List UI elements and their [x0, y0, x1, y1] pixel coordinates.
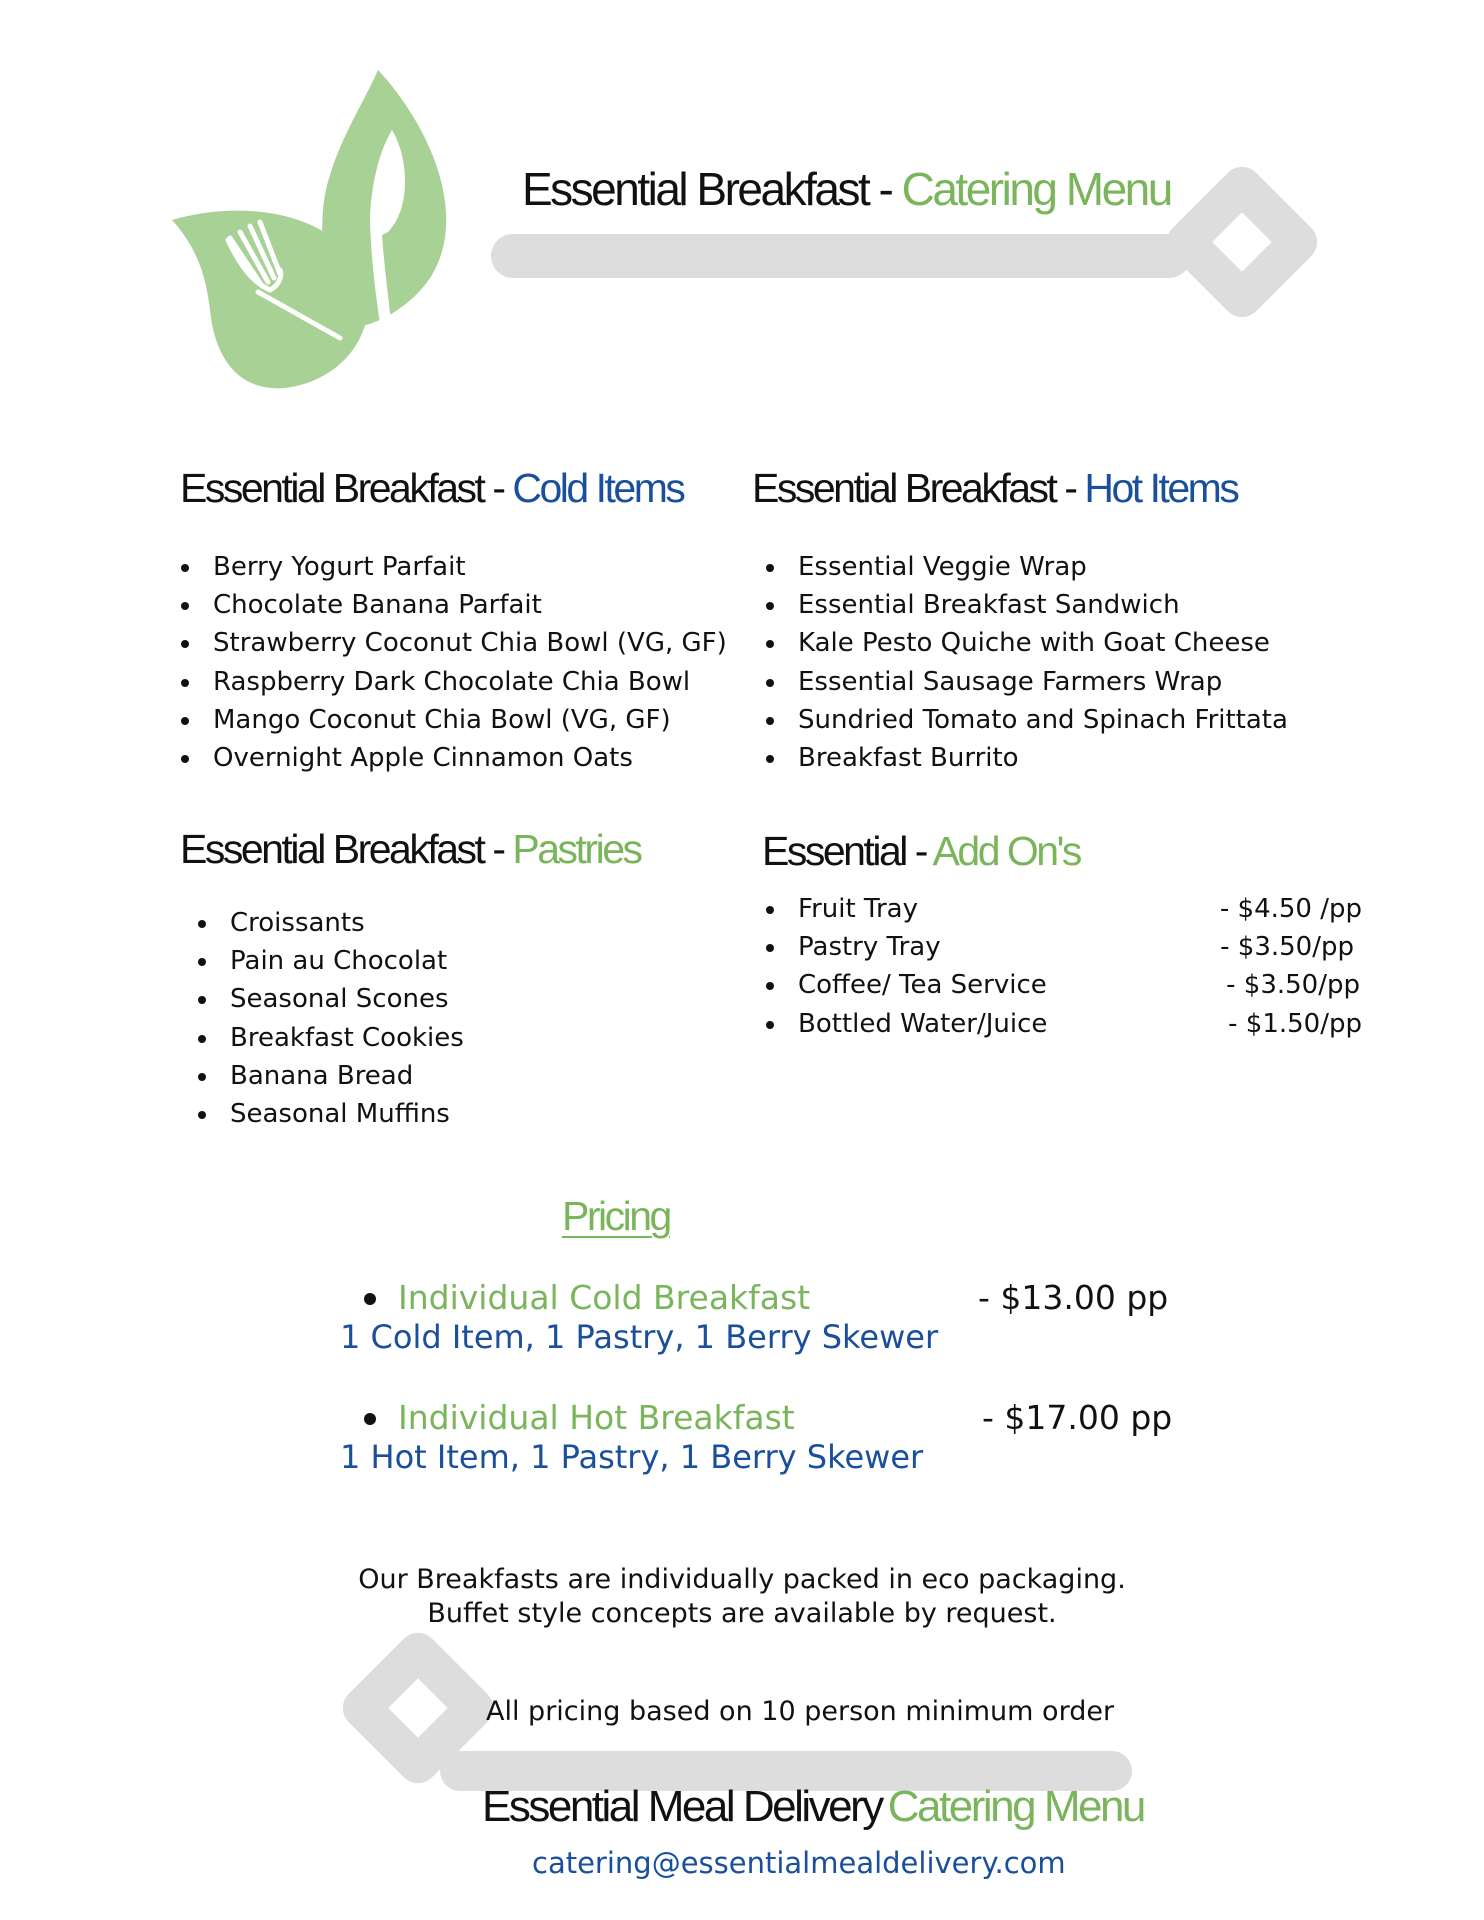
pastries-heading-accent: Pastries — [512, 826, 641, 872]
addon-name: Coffee/ Tea Service — [798, 970, 1047, 1001]
cold-heading-accent: Cold Items — [512, 465, 684, 511]
cold-items-heading — [180, 465, 683, 512]
addons-heading — [762, 828, 1080, 875]
pricing-package-cold — [340, 1278, 1169, 1368]
pricing-package-hot — [340, 1398, 1173, 1488]
list-item: Essential Sausage Farmers Wrap — [766, 663, 1288, 701]
hot-heading-accent: Hot Items — [1084, 465, 1238, 511]
package-price: - $13.00 pp — [978, 1278, 1169, 1317]
list-item: Essential Breakfast Sandwich — [766, 586, 1288, 624]
bullet-icon — [364, 1293, 376, 1305]
addons-heading-accent: Add On's — [932, 828, 1080, 874]
addon-name: Fruit Tray — [798, 894, 918, 924]
list-item — [766, 966, 1362, 1004]
list-item: Breakfast Cookies — [198, 1019, 464, 1057]
addons-list — [766, 890, 1362, 1043]
bullet-icon — [364, 1413, 376, 1425]
packaging-note-line2: Buffet style concepts are available by request. — [427, 1598, 1057, 1629]
footer-brand — [482, 1782, 1144, 1832]
header-bar-decoration — [491, 234, 1191, 278]
package-price: - $17.00 pp — [982, 1398, 1173, 1437]
footer-email-link[interactable]: catering@essentialmealdelivery.com — [532, 1846, 1066, 1880]
package-details: 1 Hot Item, 1 Pastry, 1 Berry Skewer — [340, 1438, 924, 1476]
list-item — [766, 928, 1362, 966]
minimum-order-note: All pricing based on 10 person minimum order — [486, 1696, 1115, 1727]
list-item: Croissants — [198, 904, 464, 942]
hot-items-list — [766, 548, 1288, 777]
hot-heading-main: Essential Breakfast - — [752, 465, 1085, 511]
addon-price: - $3.50/pp — [1226, 970, 1360, 1001]
page-title-accent: Catering Menu — [901, 163, 1171, 215]
addon-price: - $3.50/pp — [1220, 932, 1354, 963]
list-item: Kale Pesto Quiche with Goat Cheese — [766, 624, 1288, 662]
pastries-heading — [180, 826, 641, 873]
addon-name: Bottled Water/Juice — [798, 1008, 1048, 1039]
hot-items-heading — [752, 465, 1237, 512]
list-item: Berry Yogurt Parfait — [181, 548, 727, 586]
page-title — [522, 162, 1171, 216]
pastries-list — [198, 904, 464, 1133]
list-item: Mango Coconut Chia Bowl (VG, GF) — [181, 701, 727, 739]
leaf-fork-knife-icon — [172, 70, 446, 388]
logo — [170, 60, 470, 400]
package-title: Individual Cold Breakfast — [398, 1278, 811, 1317]
list-item — [766, 1005, 1362, 1043]
list-item: Chocolate Banana Parfait — [181, 586, 727, 624]
addons-heading-main: Essential - — [762, 828, 933, 874]
pricing-heading: Pricing — [562, 1193, 670, 1239]
list-item: Banana Bread — [198, 1057, 464, 1095]
list-item: Sundried Tomato and Spinach Frittata — [766, 701, 1288, 739]
list-item: Breakfast Burrito — [766, 739, 1288, 777]
list-item: Overnight Apple Cinnamon Oats — [181, 739, 727, 777]
package-details: 1 Cold Item, 1 Pastry, 1 Berry Skewer — [340, 1318, 939, 1356]
packaging-note-line1: Our Breakfasts are individually packed in eco packaging. — [358, 1564, 1126, 1595]
pastries-heading-main: Essential Breakfast - — [180, 826, 513, 872]
addon-price: - $4.50 /pp — [1219, 894, 1362, 924]
packaging-note — [242, 1563, 1242, 1631]
cold-items-list — [181, 548, 727, 777]
list-item: Strawberry Coconut Chia Bowl (VG, GF) — [181, 624, 727, 662]
package-title: Individual Hot Breakfast — [398, 1398, 795, 1437]
list-item: Seasonal Muffins — [198, 1095, 464, 1133]
addon-name: Pastry Tray — [798, 932, 941, 963]
footer-brand-accent: Catering Menu — [887, 1782, 1144, 1831]
addon-price: - $1.50/pp — [1228, 1008, 1362, 1039]
list-item: Raspberry Dark Chocolate Chia Bowl — [181, 663, 727, 701]
list-item: Seasonal Scones — [198, 980, 464, 1018]
list-item: Essential Veggie Wrap — [766, 548, 1288, 586]
footer-brand-main: Essential Meal Delivery — [482, 1782, 882, 1831]
list-item — [766, 890, 1362, 928]
list-item: Pain au Chocolat — [198, 942, 464, 980]
cold-heading-main: Essential Breakfast - — [180, 465, 513, 511]
page-title-main: Essential Breakfast - — [522, 163, 902, 215]
